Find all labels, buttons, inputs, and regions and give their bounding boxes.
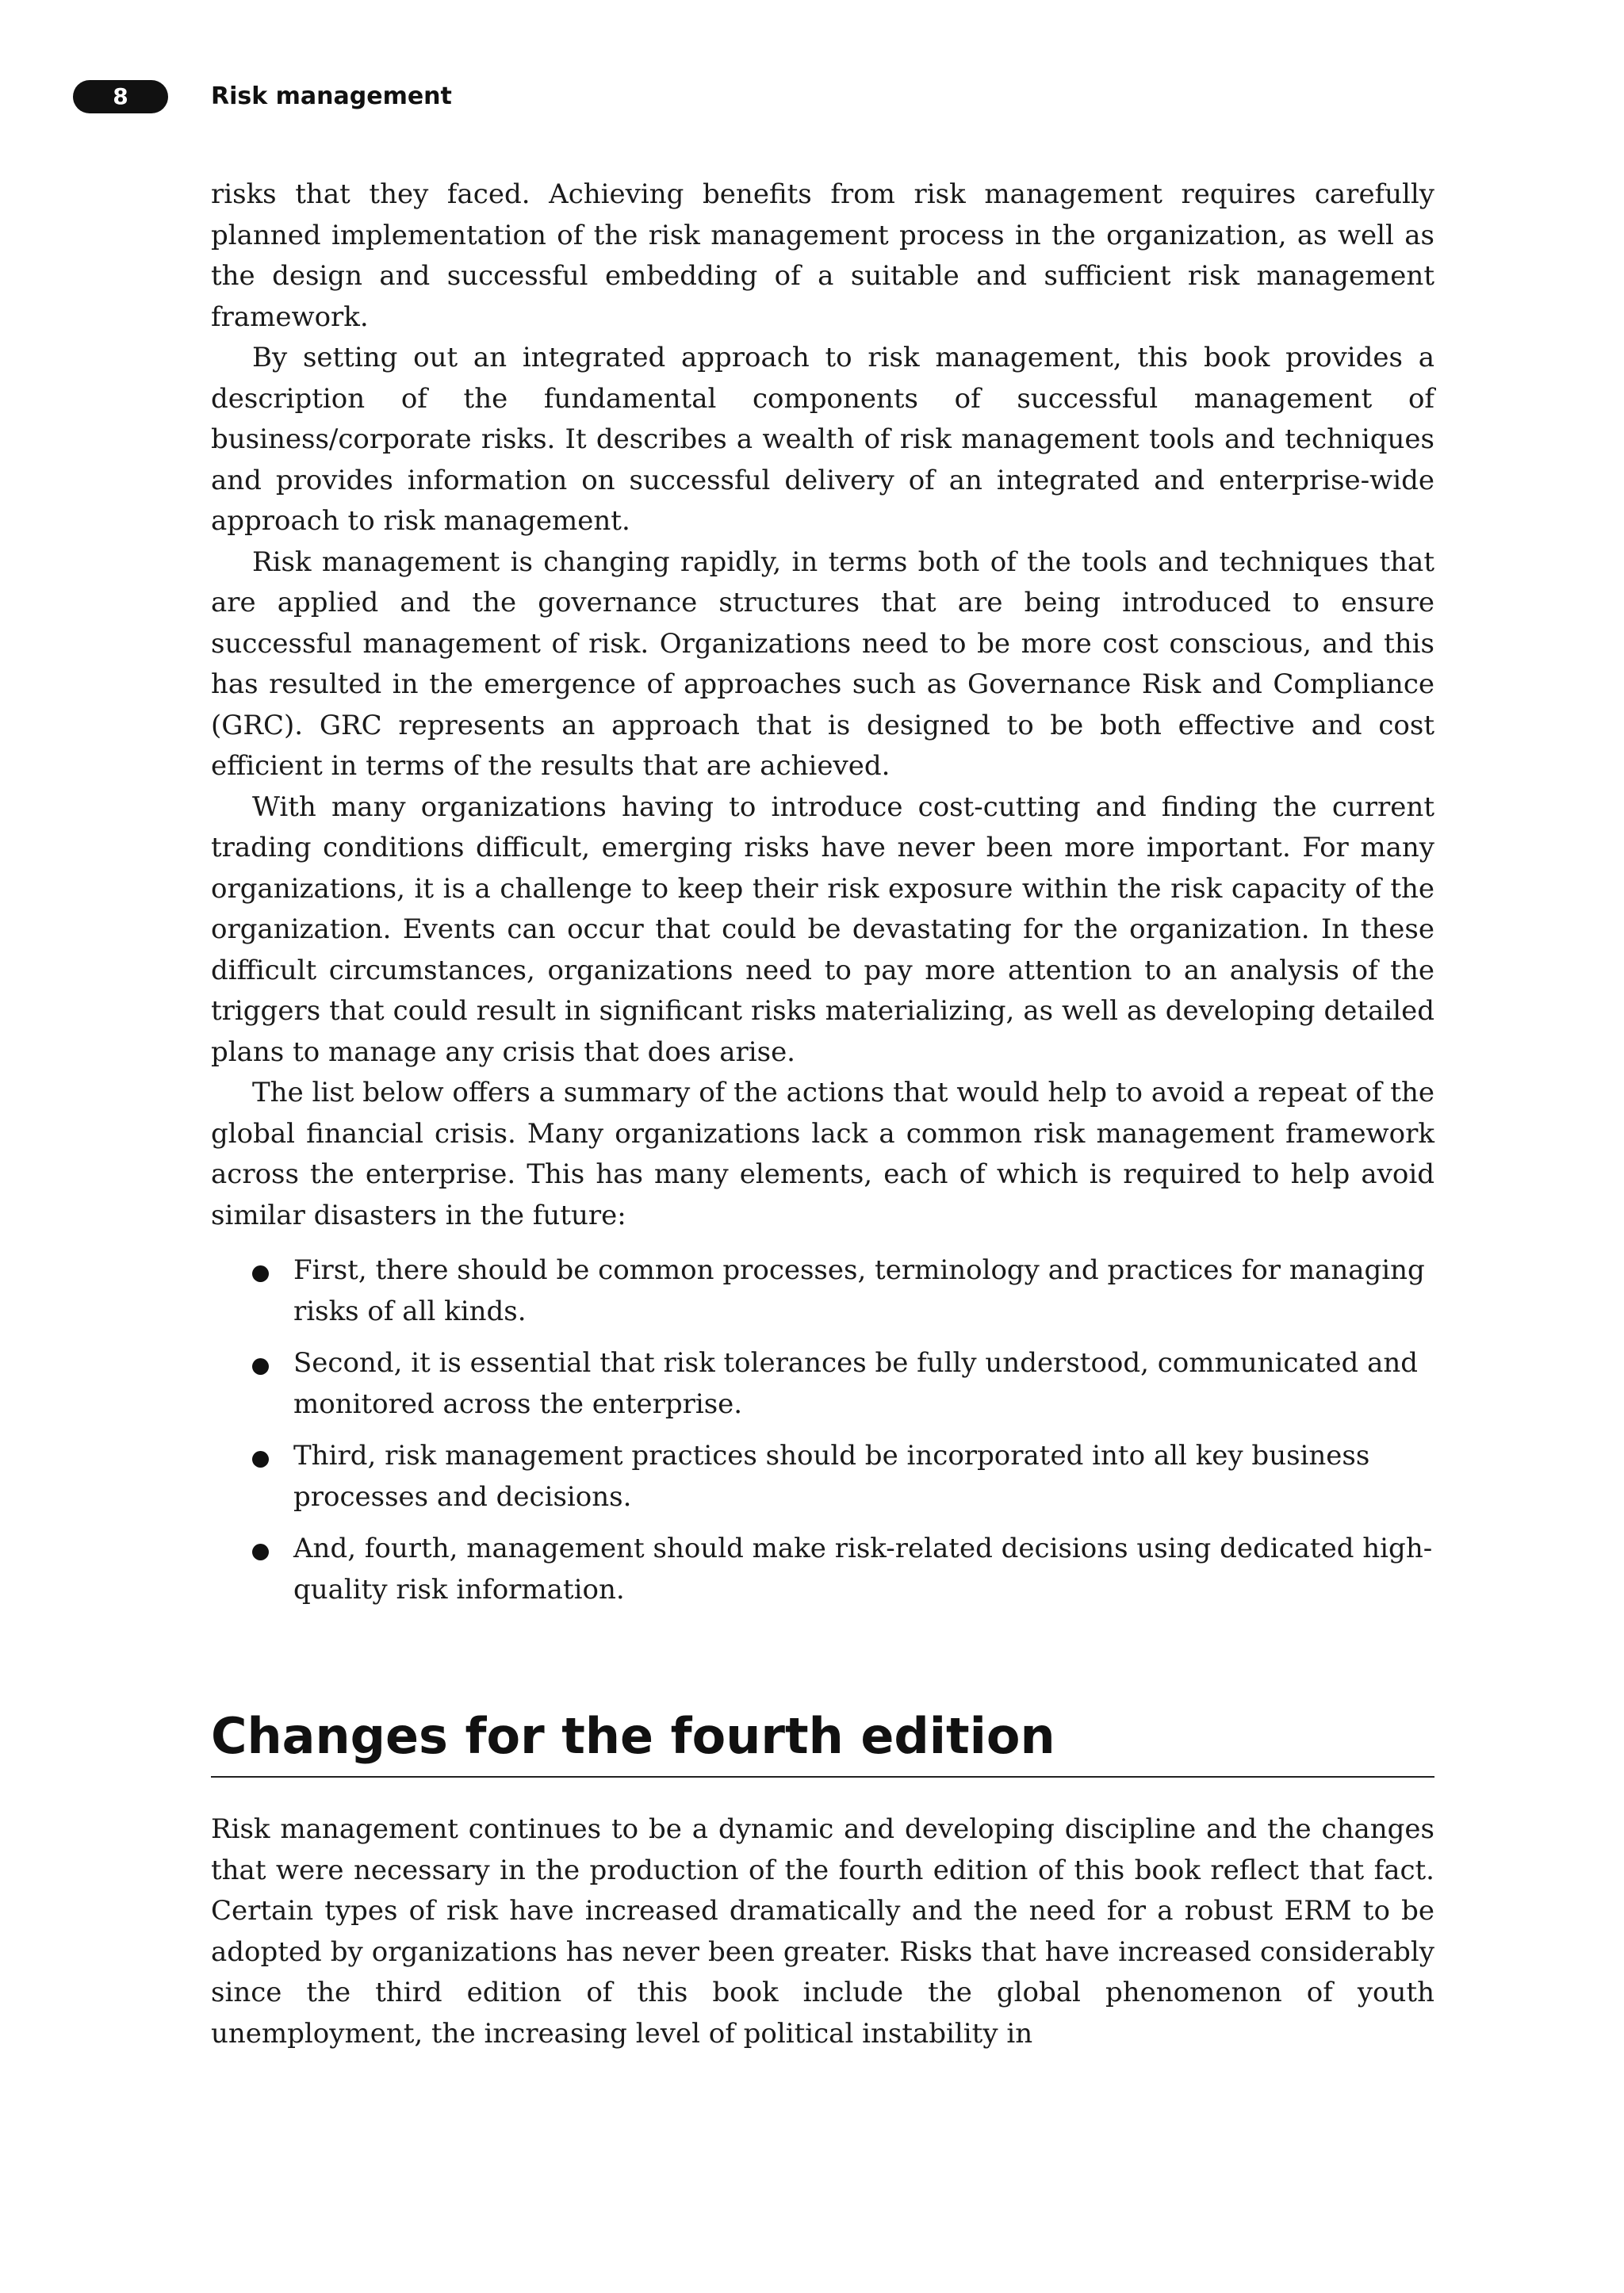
- paragraph-4: With many organizations having to introduce cost-cutting and finding the current trading conditions difficult, emerging risks have never been more important. For many organizations, it is a challenge to keep their risk exposure within the risk capacity of the organization. Events can occur that could be devastating for the organization. In these difficult circumstances, organizations need to pay more attention to an analysis of the triggers that could result in significant risks materializing, as well as developing detailed plans to manage any crisis that does arise.: [211, 790, 1434, 1068]
- section-body: [211, 1809, 1434, 2054]
- list-item-text: First, there should be common processes, terminology and practices for managing risks of all kinds.: [293, 1254, 1425, 1327]
- paragraph-5: The list below offers a summary of the actions that would help to avoid a repeat of the global financial crisis. Many organizations lack a common risk management framework across the enterprise. This has many elements, each of which is required to help avoid similar disasters in the future:: [211, 1077, 1434, 1231]
- section-paragraph: Risk management continues to be a dynamic and developing discipline and the changes that were necessary in the production of the fourth edition of this book reflect that fact. Certain types of risk have increased dramatically and the need for a robust ERM to be adopted by organizations has never been greater. Risks that have increased considerably since the third edition of this book include the global phenomenon of youth unemployment, the increasing level of political instability in: [211, 1813, 1434, 2050]
- paragraph-2: By setting out an integrated approach to risk management, this book provides a description of the fundamental components of successful management of business/corporate risks. It describes a wealth of risk management tools and techniques and provides information on successful delivery of an integrated and enterprise-wide approach to risk management.: [211, 342, 1434, 537]
- bullet-icon: [252, 1451, 269, 1468]
- section-heading: Changes for the fourth edition: [211, 1705, 1434, 1778]
- list-item-text: And, fourth, management should make risk-related decisions using dedicated high-quality risk information.: [293, 1533, 1433, 1606]
- paragraph-3: Risk management is changing rapidly, in terms both of the tools and techniques that are applied and the governance structures that are being introduced to ensure successful management of risk. Organizations need to be more cost conscious, and this has resulted in the emergence of approaches such as Governance Risk and Compliance (GRC). GRC represents an approach that is designed to be both effective and cost efficient in terms of the results that are achieved.: [211, 545, 1434, 782]
- list-item-text: Third, risk management practices should be incorporated into all key business processes and decisions.: [293, 1440, 1370, 1513]
- bullet-icon: [252, 1358, 269, 1375]
- list-item: [211, 1250, 1434, 1332]
- list-item-text: Second, it is essential that risk tolerances be fully understood, communicated and monitored across the enterprise.: [293, 1347, 1419, 1420]
- list-item: [211, 1529, 1434, 1610]
- paragraph-1: risks that they faced. Achieving benefits from risk management requires carefully planned implementation of the risk management process in the organization, as well as the design and successful embedding of a suitable and sufficient risk management framework.: [211, 178, 1434, 333]
- page-number-badge: 8: [73, 80, 168, 113]
- body-text: [211, 174, 1434, 1621]
- list-item: [211, 1343, 1434, 1425]
- bullet-icon: [252, 1544, 269, 1560]
- running-head: Risk management: [211, 82, 452, 110]
- bullet-list: [211, 1250, 1434, 1610]
- bullet-icon: [252, 1265, 269, 1282]
- list-item: [211, 1436, 1434, 1518]
